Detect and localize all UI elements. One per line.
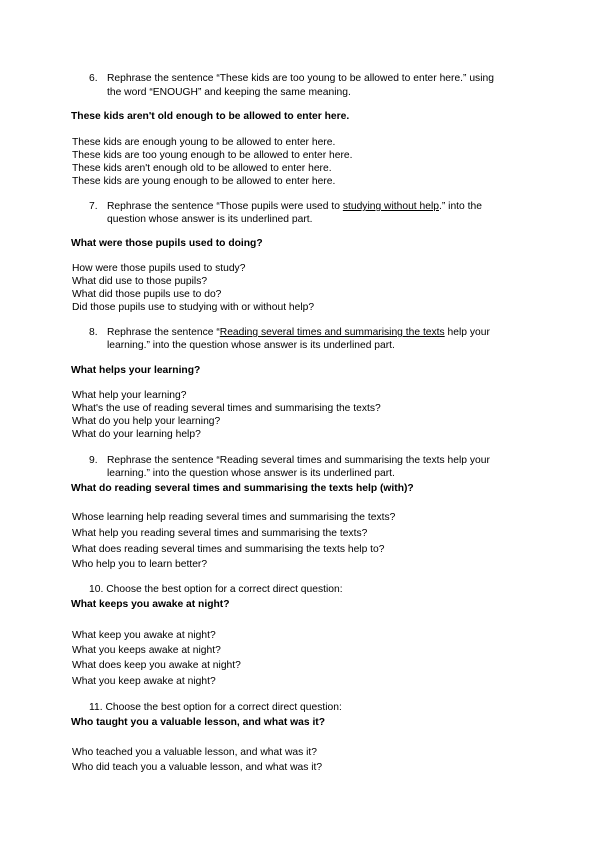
question-10-prompt bbox=[89, 583, 343, 596]
question-text: Rephrase the sentence “Those pupils were used to bbox=[107, 201, 343, 212]
question-6-option-3: These kids aren't enough old to be allowed to enter here. bbox=[72, 163, 332, 174]
question-7-option-3: What did those pupils use to do? bbox=[72, 289, 222, 300]
question-6-prompt-cont: the word “ENOUGH” and keeping the same meaning. bbox=[107, 87, 351, 98]
question-7-option-1: How were those pupils used to study? bbox=[72, 263, 246, 274]
question-8-prompt-cont: learning.” into the question whose answer is its underlined part. bbox=[107, 340, 395, 351]
question-text: Rephrase the sentence “Reading several times and summarising the texts help your bbox=[107, 455, 490, 466]
question-9-option-4: Who help you to learn better? bbox=[72, 559, 208, 570]
question-number: 8. bbox=[89, 327, 98, 338]
question-6-option-1: These kids are enough young to be allowed to enter here. bbox=[72, 137, 336, 148]
question-9-option-2: What help you reading several times and summarising the texts? bbox=[72, 528, 368, 539]
question-11-prompt bbox=[89, 701, 342, 714]
question-number: 9. bbox=[89, 455, 98, 466]
question-text: Choose the best option for a correct direct question: bbox=[106, 584, 343, 595]
question-8-option-3: What do you help your learning? bbox=[72, 416, 221, 427]
question-text: Rephrase the sentence “ bbox=[107, 327, 220, 338]
question-7-prompt-cont: question whose answer is its underlined part. bbox=[107, 214, 313, 225]
question-number: 11. bbox=[89, 702, 103, 713]
question-number: 10. bbox=[89, 584, 104, 595]
question-8-prompt bbox=[89, 326, 490, 339]
question-number: 7. bbox=[89, 201, 98, 212]
question-9-prompt-cont: learning.” into the question whose answer is its underlined part. bbox=[107, 468, 395, 479]
question-10-option-1: What keep you awake at night? bbox=[72, 630, 216, 641]
question-7-option-4: Did those pupils use to studying with or without help? bbox=[72, 302, 315, 313]
question-11-option-2: Who did teach you a valuable lesson, and what was it? bbox=[72, 762, 323, 773]
question-6-prompt bbox=[89, 72, 494, 85]
question-9-option-1: Whose learning help reading several times and summarising the texts? bbox=[72, 512, 396, 523]
question-10-option-4: What you keep awake at night? bbox=[72, 676, 216, 687]
question-text: help your bbox=[444, 327, 490, 338]
question-11-option-1: Who teached you a valuable lesson, and what was it? bbox=[72, 747, 317, 758]
question-8-option-4: What do your learning help? bbox=[72, 429, 201, 440]
question-8-option-2: What's the use of reading several times and summarising the texts? bbox=[72, 403, 381, 414]
question-8-option-1: What help your learning? bbox=[72, 390, 187, 401]
question-8-answer: What helps your learning? bbox=[71, 365, 201, 376]
underlined-part: studying without help bbox=[342, 201, 439, 212]
question-text: .” into the bbox=[439, 201, 482, 212]
question-6-option-4: These kids are young enough to be allowed to enter here. bbox=[72, 176, 336, 187]
underlined-part: Reading several times and summarising the texts bbox=[219, 327, 445, 338]
question-6-answer: These kids aren't old enough to be allowed to enter here. bbox=[71, 111, 350, 122]
question-number: 6. bbox=[89, 73, 98, 84]
question-9-answer: What do reading several times and summarising the texts help (with)? bbox=[71, 483, 414, 494]
question-9-prompt bbox=[89, 454, 490, 467]
question-7-answer: What were those pupils used to doing? bbox=[71, 238, 263, 249]
question-10-answer: What keeps you awake at night? bbox=[71, 599, 230, 610]
question-10-option-2: What you keeps awake at night? bbox=[72, 645, 221, 656]
question-10-option-3: What does keep you awake at night? bbox=[72, 660, 241, 671]
question-7-option-2: What did use to those pupils? bbox=[72, 276, 208, 287]
question-text: Choose the best option for a correct direct question: bbox=[105, 702, 342, 713]
question-7-prompt bbox=[89, 200, 482, 213]
question-text: Rephrase the sentence “These kids are too young to be allowed to enter here.” using bbox=[107, 73, 494, 84]
question-6-option-2: These kids are too young enough to be allowed to enter here. bbox=[72, 150, 353, 161]
question-9-option-3: What does reading several times and summarising the texts help to? bbox=[72, 544, 385, 555]
question-11-answer: Who taught you a valuable lesson, and what was it? bbox=[71, 717, 326, 728]
